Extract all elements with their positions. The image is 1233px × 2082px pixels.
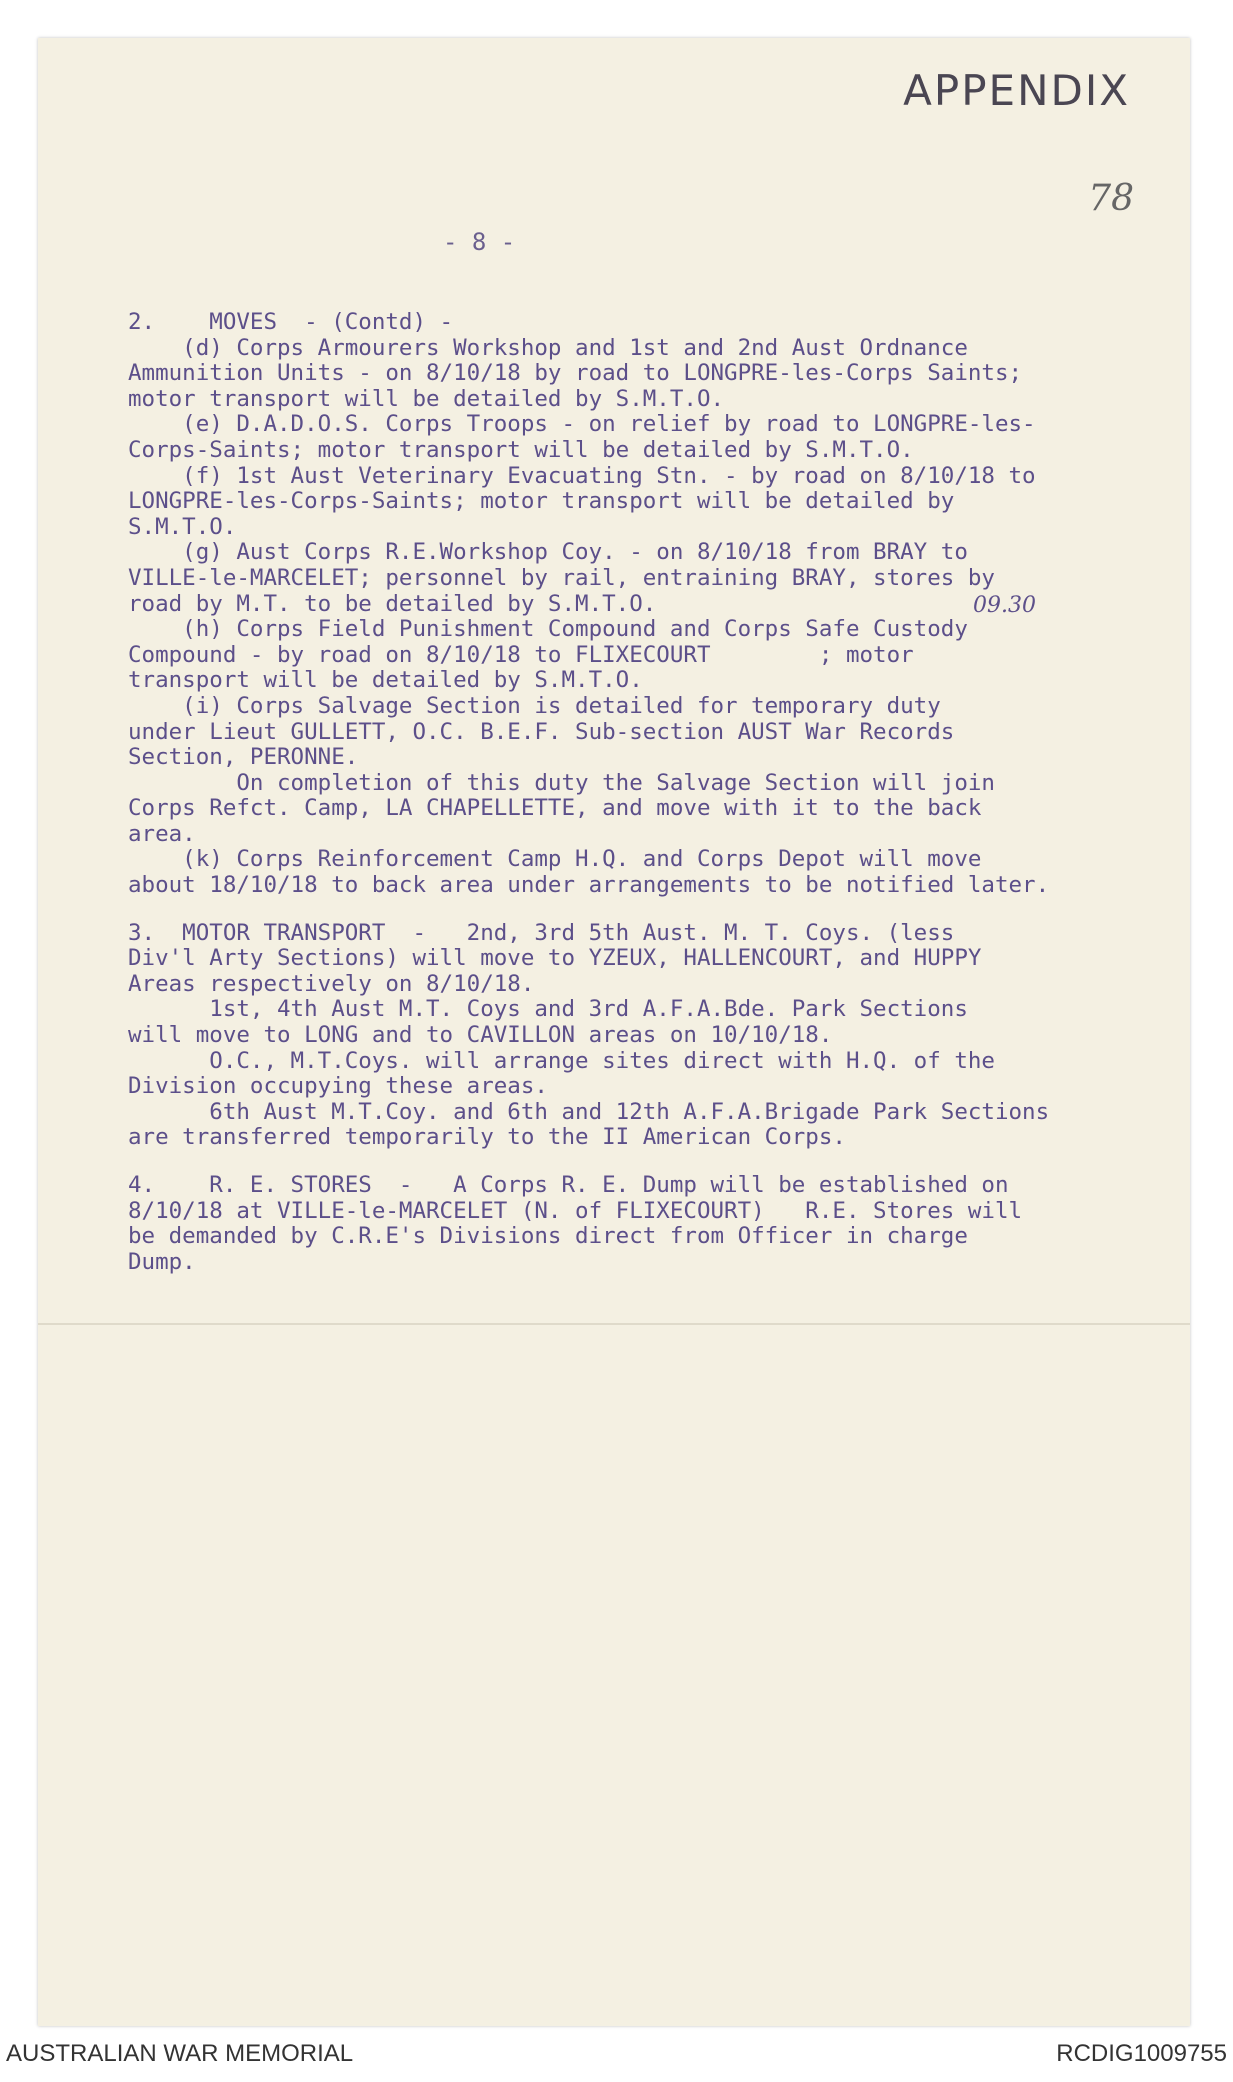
typed-line: Dump.	[128, 1248, 196, 1275]
section-3	[128, 921, 1168, 1151]
typed-line: under Lieut GULLETT, O.C. B.E.F. Sub-section AUST War Records	[128, 718, 955, 745]
section-4	[128, 1173, 1168, 1275]
typed-line: 8/10/18 at VILLE-le-MARCELET (N. of FLIXECOURT) R.E. Stores will	[128, 1197, 1023, 1224]
document-page	[38, 38, 1190, 2026]
typed-line: be demanded by C.R.E's Divisions direct from Officer in charge	[128, 1223, 968, 1250]
typed-line: Div'l Arty Sections) will move to YZEUX, HALLENCOURT, and HUPPY	[128, 945, 982, 972]
typed-line: (g) Aust Corps R.E.Workshop Coy. - on 8/10/18 from BRAY to	[128, 539, 968, 566]
typed-body	[128, 310, 1168, 1275]
archive-reference: RCDIG1009755	[1056, 2040, 1227, 2067]
section-gap	[128, 899, 1168, 921]
typed-line: 6th Aust M.T.Coy. and 6th and 12th A.F.A.Brigade Park Sections	[128, 1098, 1050, 1125]
typed-line: motor transport will be detailed by S.M.T.O.	[128, 385, 725, 412]
typed-line: Corps-Saints; motor transport will be detailed by S.M.T.O.	[128, 436, 914, 463]
typed-line: (d) Corps Armourers Workshop and 1st and 2nd Aust Ordnance	[128, 334, 968, 361]
typed-line: Corps Refct. Camp, LA CHAPELLETTE, and move with it to the back	[128, 795, 982, 822]
typed-line: Areas respectively on 8/10/18.	[128, 970, 535, 997]
typed-line: 2. MOVES - (Contd) -	[128, 309, 454, 335]
typed-line: are transferred temporarily to the II American Corps.	[128, 1124, 846, 1151]
typed-line: 3. MOTOR TRANSPORT - 2nd, 3rd 5th Aust. M. T. Coys. (less	[128, 919, 955, 946]
archive-credit: AUSTRALIAN WAR MEMORIAL	[6, 2040, 354, 2067]
typed-line: 4. R. E. STORES - A Corps R. E. Dump will be established on	[128, 1172, 1009, 1198]
typed-line: O.C., M.T.Coys. will arrange sites direct with H.Q. of the	[128, 1047, 995, 1074]
typed-line: Division occupying these areas.	[128, 1073, 548, 1100]
typed-line: about 18/10/18 to back area under arrangements to be notified later.	[128, 872, 1050, 899]
typed-line: On completion of this duty the Salvage Section will join	[128, 769, 995, 796]
typed-line: Ammunition Units - on 8/10/18 by road to LONGPRE-les-Corps Saints;	[128, 360, 1023, 387]
appendix-stamp: APPENDIX	[903, 66, 1130, 115]
typed-line: (h) Corps Field Punishment Compound and Corps Safe Custody	[128, 616, 968, 643]
typed-line: (e) D.A.D.O.S. Corps Troops - on relief by road to LONGPRE-les-	[128, 411, 1036, 438]
typed-line: LONGPRE-les-Corps-Saints; motor transport will be detailed by	[128, 488, 955, 515]
archive-footer	[0, 2040, 1233, 2074]
typed-line: area.	[128, 820, 196, 847]
typed-line: S.M.T.O.	[128, 513, 237, 540]
typed-line: (f) 1st Aust Veterinary Evacuating Stn. - by road on 8/10/18 to	[128, 462, 1036, 489]
typed-line: transport will be detailed by S.M.T.O.	[128, 667, 643, 694]
fold-line	[38, 1323, 1190, 1325]
typed-line: Compound - by road on 8/10/18 to FLIXECOURT ; motor	[128, 641, 914, 668]
typed-line: 1st, 4th Aust M.T. Coys and 3rd A.F.A.Bde. Park Sections	[128, 996, 968, 1023]
typed-line: will move to LONG and to CAVILLON areas on 10/10/18.	[128, 1022, 833, 1049]
folio-number: 78	[1088, 178, 1134, 219]
typed-line: (i) Corps Salvage Section is detailed for temporary duty	[128, 692, 941, 719]
page-number: - 8 -	[443, 228, 516, 256]
section-gap	[128, 1151, 1168, 1173]
typed-line: Section, PERONNE.	[128, 744, 359, 771]
typed-line: (k) Corps Reinforcement Camp H.Q. and Corps Depot will move	[128, 846, 982, 873]
typed-line: VILLE-le-MARCELET; personnel by rail, entraining BRAY, stores by	[128, 564, 995, 591]
typed-line: road by M.T. to be detailed by S.M.T.O.	[128, 590, 657, 617]
handwritten-time: 09.30	[973, 593, 1036, 618]
